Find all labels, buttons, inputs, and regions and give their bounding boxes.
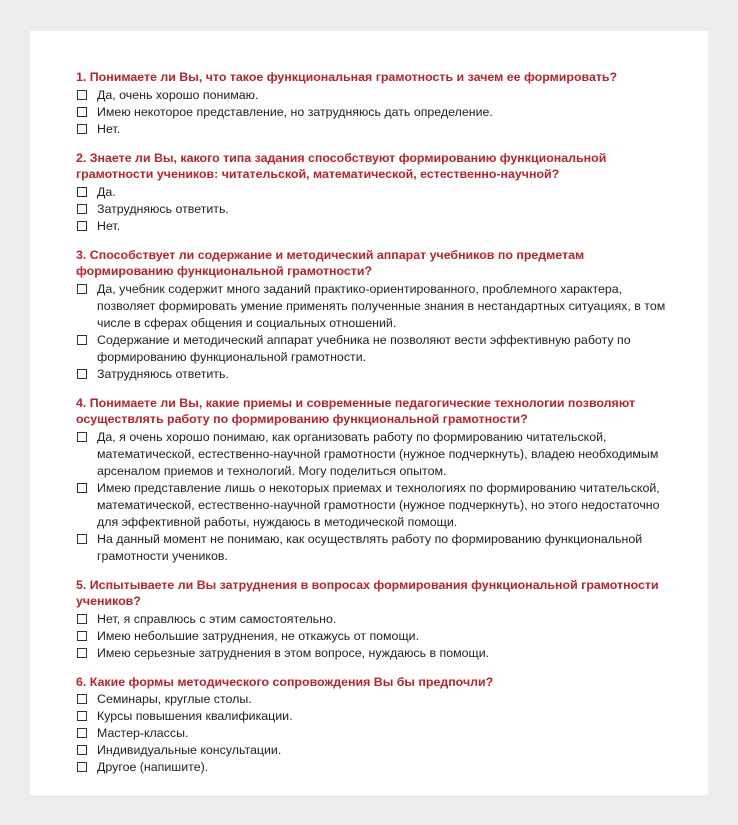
option[interactable] [76, 531, 678, 565]
checkbox[interactable] [77, 745, 87, 755]
option-label: Затрудняюсь ответить. [97, 201, 229, 216]
option-label: Да, учебник содержит много заданий практико-ориентированного, проблемного характера, позволяет формировать умение применять полученные знания в нестандартных ситуациях, в том числе в сферах общения и социальных отношений. [97, 281, 666, 330]
option[interactable] [76, 201, 678, 218]
option[interactable] [76, 708, 678, 725]
option-label: Имею серьезные затруднения в этом вопросе, нуждаюсь в помощи. [97, 645, 490, 660]
checkbox[interactable] [77, 284, 87, 294]
checkbox[interactable] [77, 187, 87, 197]
option[interactable] [76, 104, 678, 121]
option[interactable] [76, 366, 678, 383]
checkbox[interactable] [77, 614, 87, 624]
option-label: Имею небольшие затруднения, не откажусь от помощи. [97, 628, 420, 643]
option-label: Да, очень хорошо понимаю. [97, 87, 259, 102]
option-label: Нет, я справлюсь с этим самостоятельно. [97, 611, 337, 626]
option-label: Курсы повышения квалификации. [97, 709, 293, 723]
option[interactable] [76, 628, 678, 645]
question-title: 4. Понимаете ли Вы, какие приемы и современные педагогические технологии позволяют осуществлять работу по формированию функциональной грамотности? [76, 395, 636, 426]
question-4 [76, 395, 678, 565]
question-title: 2. Знаете ли Вы, какого типа задания способствуют формированию функциональной грамотности учеников: читательской, математической, естественно-научной? [76, 150, 607, 181]
option-label: Мастер-классы. [97, 726, 189, 740]
option-label: Содержание и методический аппарат учебника не позволяют вести эффективную работу по формированию функциональной грамотности. [97, 332, 631, 364]
option[interactable] [76, 332, 678, 366]
question-title: 1. Понимаете ли Вы, что такое функциональная грамотность и зачем ее формировать? [76, 70, 618, 84]
option[interactable] [76, 87, 678, 104]
checkbox[interactable] [77, 221, 87, 231]
option[interactable] [76, 281, 678, 332]
question-3 [76, 247, 678, 383]
option[interactable] [76, 742, 678, 759]
checkbox[interactable] [77, 204, 87, 214]
checkbox[interactable] [77, 631, 87, 641]
checkbox[interactable] [77, 534, 87, 544]
option[interactable] [76, 691, 678, 708]
checkbox[interactable] [77, 711, 87, 721]
questionnaire [76, 69, 678, 788]
checkbox[interactable] [77, 90, 87, 100]
checkbox[interactable] [77, 335, 87, 345]
option-label: Другое (напишите). [97, 760, 209, 774]
option[interactable] [76, 218, 678, 235]
option-label: Индивидуальные консультации. [97, 743, 282, 757]
question-5 [76, 577, 678, 662]
option[interactable] [76, 611, 678, 628]
checkbox[interactable] [77, 483, 87, 493]
option[interactable] [76, 184, 678, 201]
option[interactable] [76, 759, 678, 776]
question-6 [76, 674, 678, 777]
option[interactable] [76, 725, 678, 742]
option-label: Да, я очень хорошо понимаю, как организовать работу по формированию читательской, математической, естественно-научной грамотности (нужное подчеркнуть), владею необходимым арсеналом приемов и технологий. Могу поделиться опытом. [97, 429, 659, 478]
question-title: 5. Испытываете ли Вы затруднения в вопросах формирования функциональной грамотности учеников? [76, 577, 659, 608]
option[interactable] [76, 645, 678, 662]
question-1 [76, 69, 678, 138]
option-label: Нет. [97, 218, 121, 233]
checkbox[interactable] [77, 369, 87, 379]
question-2 [76, 150, 678, 235]
questionnaire-sheet [30, 31, 708, 795]
checkbox[interactable] [77, 648, 87, 658]
option[interactable] [76, 429, 678, 480]
option[interactable] [76, 480, 678, 531]
checkbox[interactable] [77, 124, 87, 134]
checkbox[interactable] [77, 432, 87, 442]
option-label: Нет. [97, 121, 121, 136]
option-label: На данный момент не понимаю, как осуществлять работу по формированию функциональной грамотности учеников. [97, 531, 643, 563]
question-title: 3. Способствует ли содержание и методический аппарат учебников по предметам формированию функциональной грамотности? [76, 247, 585, 278]
question-title: 6. Какие формы методического сопровождения Вы бы предпочли? [76, 674, 494, 689]
checkbox[interactable] [77, 728, 87, 738]
option-label: Семинары, круглые столы. [97, 692, 252, 706]
checkbox[interactable] [77, 762, 87, 772]
option[interactable] [76, 121, 678, 138]
option-label: Имею представление лишь о некоторых приемах и технологиях по формированию читательской, математической, естественно-научной грамотности (нужное подчеркнуть), но этого недостаточно для эффективной работы, нуждаюсь в методической помощи. [97, 480, 660, 529]
option-label: Да. [97, 184, 116, 199]
checkbox[interactable] [77, 694, 87, 704]
checkbox[interactable] [77, 107, 87, 117]
option-label: Имею некоторое представление, но затрудняюсь дать определение. [97, 104, 493, 119]
option-label: Затрудняюсь ответить. [97, 366, 229, 381]
